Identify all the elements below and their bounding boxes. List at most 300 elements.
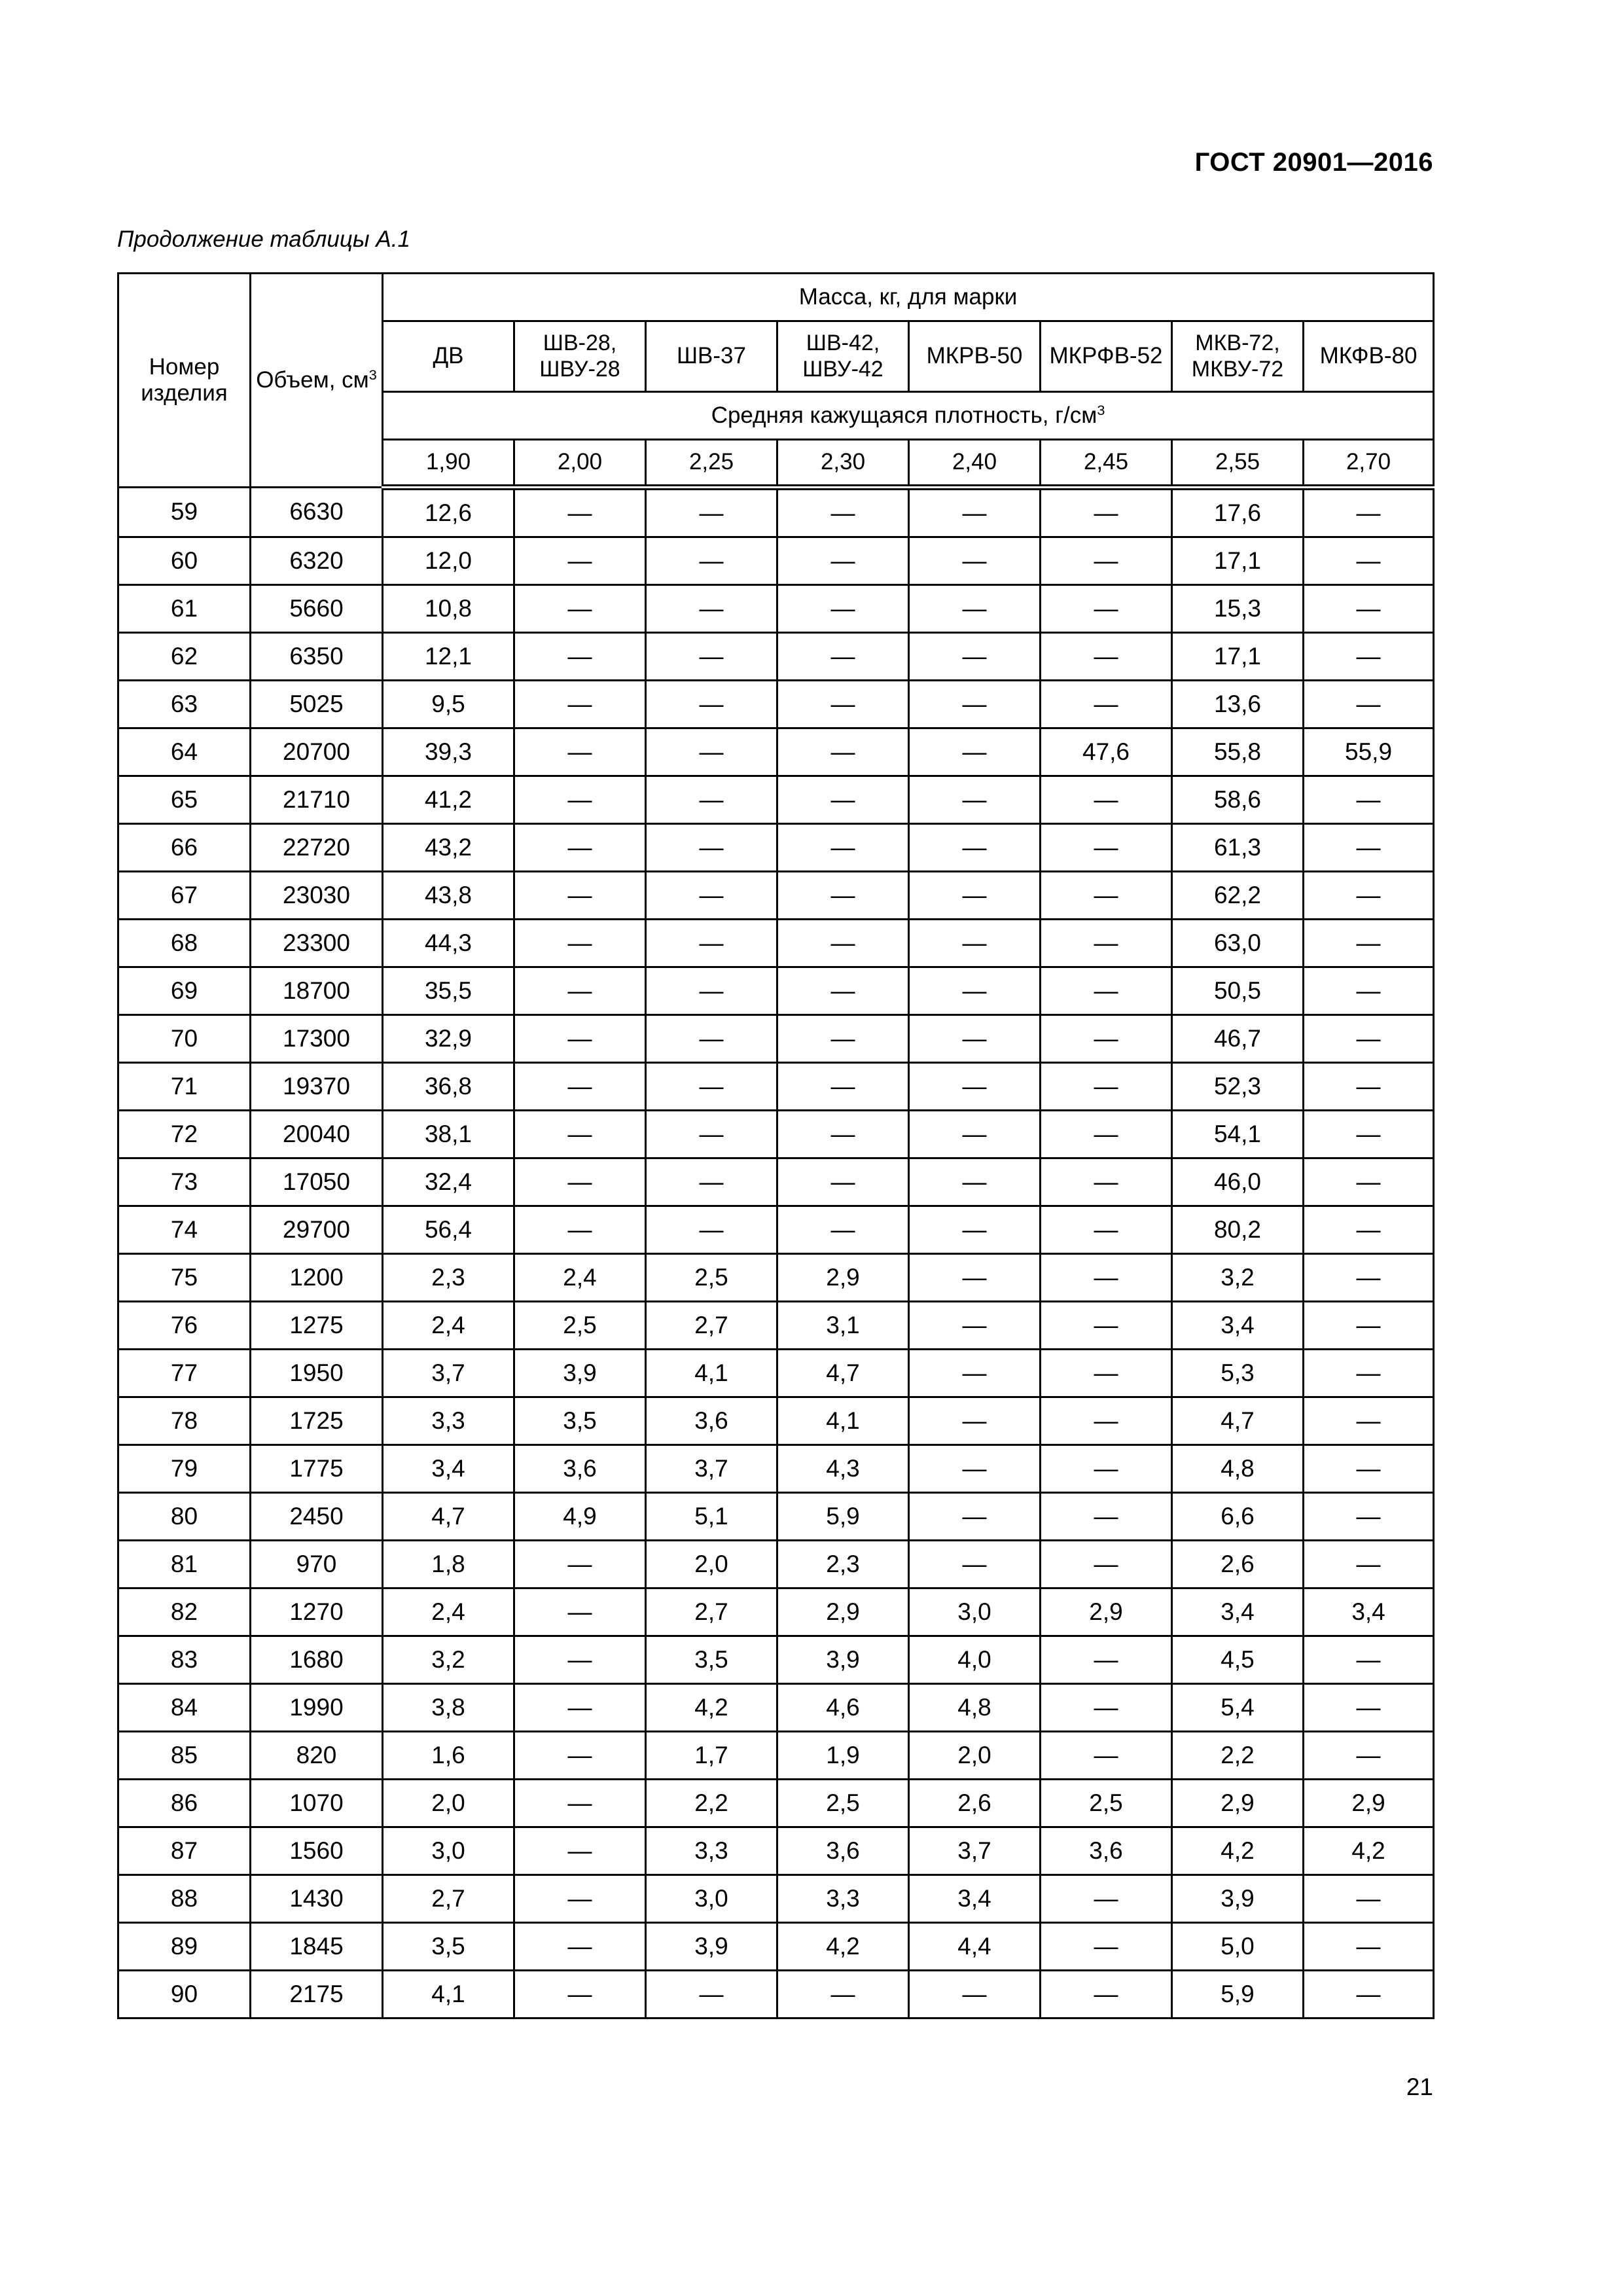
table-row	[118, 1063, 1434, 1111]
table-row	[118, 776, 1434, 824]
mass-cell: —	[1041, 1636, 1172, 1684]
mass-cell: —	[1041, 1923, 1172, 1971]
item-number-cell: 73	[118, 1158, 251, 1206]
mass-cell: —	[1304, 1254, 1434, 1302]
mass-cell: —	[1304, 1875, 1434, 1923]
mass-cell: —	[1041, 585, 1172, 633]
table-row	[118, 1684, 1434, 1732]
mass-cell: —	[514, 967, 646, 1015]
mass-cell: —	[909, 824, 1041, 872]
header-density-text: Средняя кажущаяся плотность, г/см	[711, 402, 1097, 428]
mass-cell: 2,0	[383, 1780, 514, 1827]
table-row	[118, 1302, 1434, 1350]
mass-cell: —	[1304, 633, 1434, 681]
volume-cell: 20700	[251, 728, 383, 776]
mass-cell: 56,4	[383, 1206, 514, 1254]
item-number-cell: 76	[118, 1302, 251, 1350]
mass-cell: —	[777, 1063, 909, 1111]
mass-cell: 6,6	[1172, 1493, 1304, 1541]
volume-cell: 820	[251, 1732, 383, 1780]
volume-cell: 1680	[251, 1636, 383, 1684]
mass-cell: 2,4	[514, 1254, 646, 1302]
mass-cell: —	[1041, 1254, 1172, 1302]
mass-cell: —	[777, 967, 909, 1015]
mass-cell: —	[646, 1206, 777, 1254]
mass-cell: 63,0	[1172, 920, 1304, 967]
mass-cell: 3,6	[514, 1445, 646, 1493]
mass-cell: —	[514, 488, 646, 537]
table-row	[118, 1971, 1434, 2018]
item-number-cell: 85	[118, 1732, 251, 1780]
mass-cell: 3,7	[909, 1827, 1041, 1875]
mass-cell: —	[909, 537, 1041, 585]
mass-cell: 3,1	[777, 1302, 909, 1350]
mass-cell: —	[1304, 1111, 1434, 1158]
volume-cell: 21710	[251, 776, 383, 824]
item-number-cell: 63	[118, 681, 251, 728]
mass-cell: 4,9	[514, 1493, 646, 1541]
mass-cell: 13,6	[1172, 681, 1304, 728]
header-mass-group: Масса, кг, для марки	[383, 274, 1434, 321]
mass-cell: 3,0	[909, 1588, 1041, 1636]
mass-cell: —	[514, 1206, 646, 1254]
table-row	[118, 1111, 1434, 1158]
mass-cell: 3,5	[514, 1397, 646, 1445]
mass-cell: 54,1	[1172, 1111, 1304, 1158]
mass-cell: —	[777, 681, 909, 728]
volume-cell: 5025	[251, 681, 383, 728]
mass-cell: —	[909, 1541, 1041, 1588]
mass-cell: 2,6	[909, 1780, 1041, 1827]
mass-cell: 52,3	[1172, 1063, 1304, 1111]
mass-cell: 4,1	[646, 1350, 777, 1397]
item-number-cell: 83	[118, 1636, 251, 1684]
mass-cell: —	[909, 488, 1041, 537]
mass-cell: 3,3	[383, 1397, 514, 1445]
mass-cell: 5,4	[1172, 1684, 1304, 1732]
mass-cell: —	[514, 872, 646, 920]
volume-cell: 1725	[251, 1397, 383, 1445]
mass-cell: —	[646, 1015, 777, 1063]
table-row	[118, 488, 1434, 537]
mass-cell: —	[514, 1636, 646, 1684]
mass-cell: 9,5	[383, 681, 514, 728]
mass-cell: —	[1304, 1684, 1434, 1732]
mass-cell: —	[1304, 967, 1434, 1015]
mass-cell: 3,6	[777, 1827, 909, 1875]
volume-cell: 17300	[251, 1015, 383, 1063]
mass-cell: —	[777, 1111, 909, 1158]
mass-cell: 1,7	[646, 1732, 777, 1780]
mass-cell: —	[777, 920, 909, 967]
mass-cell: 46,0	[1172, 1158, 1304, 1206]
header-brand: МКРФВ-52	[1041, 321, 1172, 392]
volume-cell: 19370	[251, 1063, 383, 1111]
mass-cell: 2,4	[383, 1302, 514, 1350]
mass-cell: —	[1041, 1350, 1172, 1397]
mass-cell: —	[646, 920, 777, 967]
volume-cell: 29700	[251, 1206, 383, 1254]
mass-cell: 3,4	[1172, 1588, 1304, 1636]
item-number-cell: 70	[118, 1015, 251, 1063]
mass-cell: 4,8	[909, 1684, 1041, 1732]
mass-cell: 3,5	[383, 1923, 514, 1971]
mass-cell: 12,6	[383, 488, 514, 537]
mass-cell: —	[514, 1684, 646, 1732]
mass-cell: 2,5	[514, 1302, 646, 1350]
table-row	[118, 1923, 1434, 1971]
mass-cell: 3,9	[777, 1636, 909, 1684]
volume-cell: 2450	[251, 1493, 383, 1541]
header-volume-sup: 3	[368, 366, 377, 383]
mass-cell: —	[1041, 1541, 1172, 1588]
mass-cell: —	[1041, 1971, 1172, 2018]
volume-cell: 6630	[251, 488, 383, 537]
mass-cell: —	[646, 776, 777, 824]
item-number-cell: 88	[118, 1875, 251, 1923]
volume-cell: 1560	[251, 1827, 383, 1875]
mass-cell: 35,5	[383, 967, 514, 1015]
header-brand: МКФВ-80	[1304, 321, 1434, 392]
item-number-cell: 78	[118, 1397, 251, 1445]
mass-cell: 17,1	[1172, 633, 1304, 681]
table-row	[118, 1636, 1434, 1684]
item-number-cell: 75	[118, 1254, 251, 1302]
mass-cell: —	[1304, 920, 1434, 967]
mass-cell: —	[1041, 681, 1172, 728]
mass-cell: 3,0	[646, 1875, 777, 1923]
mass-cell: —	[1041, 1493, 1172, 1541]
mass-cell: —	[514, 824, 646, 872]
volume-cell: 1990	[251, 1684, 383, 1732]
mass-cell: 4,8	[1172, 1445, 1304, 1493]
mass-cell: —	[1041, 1111, 1172, 1158]
table-caption: Продолжение таблицы А.1	[117, 226, 410, 252]
mass-cell: —	[646, 967, 777, 1015]
mass-cell: —	[1304, 1636, 1434, 1684]
mass-cell: —	[1041, 1302, 1172, 1350]
mass-cell: —	[514, 585, 646, 633]
mass-cell: —	[909, 1254, 1041, 1302]
mass-cell: 5,9	[777, 1493, 909, 1541]
mass-cell: —	[1041, 1397, 1172, 1445]
mass-cell: 4,2	[1172, 1827, 1304, 1875]
item-number-cell: 84	[118, 1684, 251, 1732]
item-number-cell: 67	[118, 872, 251, 920]
mass-cell: —	[514, 1827, 646, 1875]
mass-cell: 3,2	[1172, 1254, 1304, 1302]
mass-cell: —	[514, 633, 646, 681]
mass-cell: —	[909, 872, 1041, 920]
mass-cell: 5,0	[1172, 1923, 1304, 1971]
mass-cell: 55,8	[1172, 728, 1304, 776]
table-row	[118, 1445, 1434, 1493]
mass-cell: 1,8	[383, 1541, 514, 1588]
mass-cell: —	[1041, 1732, 1172, 1780]
mass-cell: 3,9	[646, 1923, 777, 1971]
table-row	[118, 537, 1434, 585]
mass-cell: —	[909, 1971, 1041, 2018]
table-header	[118, 274, 1434, 488]
mass-cell: —	[514, 776, 646, 824]
header-brand: МКРВ-50	[909, 321, 1041, 392]
mass-cell: —	[646, 1063, 777, 1111]
mass-cell: —	[1304, 1350, 1434, 1397]
mass-cell: —	[1304, 1971, 1434, 2018]
mass-cell: —	[646, 1111, 777, 1158]
mass-cell: 41,2	[383, 776, 514, 824]
mass-cell: —	[909, 967, 1041, 1015]
mass-cell: —	[1304, 1206, 1434, 1254]
mass-cell: 3,0	[383, 1827, 514, 1875]
volume-cell: 22720	[251, 824, 383, 872]
mass-cell: —	[1041, 920, 1172, 967]
table-row	[118, 1015, 1434, 1063]
item-number-cell: 72	[118, 1111, 251, 1158]
mass-cell: —	[1041, 1015, 1172, 1063]
mass-cell: 2,9	[777, 1588, 909, 1636]
mass-cell: 4,7	[383, 1493, 514, 1541]
mass-cell: —	[1041, 824, 1172, 872]
table-row	[118, 1397, 1434, 1445]
table-row	[118, 1206, 1434, 1254]
mass-cell: —	[1041, 488, 1172, 537]
table-row	[118, 1732, 1434, 1780]
table-row	[118, 872, 1434, 920]
mass-cell: —	[514, 1971, 646, 2018]
table-row	[118, 681, 1434, 728]
mass-cell: —	[1041, 872, 1172, 920]
mass-cell: —	[1041, 967, 1172, 1015]
mass-cell: 62,2	[1172, 872, 1304, 920]
item-number-cell: 81	[118, 1541, 251, 1588]
mass-cell: 3,3	[646, 1827, 777, 1875]
mass-cell: —	[646, 872, 777, 920]
table-row	[118, 824, 1434, 872]
mass-cell: 5,9	[1172, 1971, 1304, 2018]
mass-cell: 43,8	[383, 872, 514, 920]
volume-cell: 6350	[251, 633, 383, 681]
document-standard-header: ГОСТ 20901—2016	[1194, 148, 1433, 177]
mass-cell: —	[777, 728, 909, 776]
mass-cell: 3,9	[1172, 1875, 1304, 1923]
mass-cell: —	[1041, 1875, 1172, 1923]
mass-cell: 39,3	[383, 728, 514, 776]
mass-cell: 4,0	[909, 1636, 1041, 1684]
mass-cell: —	[646, 824, 777, 872]
mass-cell: —	[514, 1588, 646, 1636]
mass-cell: —	[909, 1015, 1041, 1063]
mass-cell: —	[1304, 681, 1434, 728]
volume-cell: 1270	[251, 1588, 383, 1636]
mass-cell: —	[1304, 1397, 1434, 1445]
mass-cell: 2,2	[646, 1780, 777, 1827]
mass-cell: —	[1041, 1684, 1172, 1732]
item-number-cell: 68	[118, 920, 251, 967]
mass-cell: 5,3	[1172, 1350, 1304, 1397]
mass-cell: 3,4	[1304, 1588, 1434, 1636]
mass-cell: 4,5	[1172, 1636, 1304, 1684]
mass-cell: 5,1	[646, 1493, 777, 1541]
mass-cell: —	[909, 1158, 1041, 1206]
mass-cell: 32,9	[383, 1015, 514, 1063]
table-row	[118, 967, 1434, 1015]
table-row	[118, 1350, 1434, 1397]
volume-cell: 6320	[251, 537, 383, 585]
mass-cell: —	[777, 1206, 909, 1254]
mass-cell: 2,9	[1304, 1780, 1434, 1827]
mass-cell: 2,7	[646, 1302, 777, 1350]
mass-cell: —	[646, 1158, 777, 1206]
volume-cell: 23030	[251, 872, 383, 920]
mass-cell: —	[1304, 824, 1434, 872]
table-row	[118, 1780, 1434, 1827]
mass-cell: 2,3	[777, 1541, 909, 1588]
mass-cell: —	[1304, 585, 1434, 633]
header-brand: ДВ	[383, 321, 514, 392]
mass-cell: 12,1	[383, 633, 514, 681]
mass-cell: —	[777, 585, 909, 633]
item-number-cell: 64	[118, 728, 251, 776]
header-density-value: 2,45	[1041, 440, 1172, 488]
mass-cell: —	[1304, 1923, 1434, 1971]
mass-cell: —	[909, 633, 1041, 681]
mass-cell: 2,9	[1172, 1780, 1304, 1827]
item-number-cell: 86	[118, 1780, 251, 1827]
mass-cell: 1,9	[777, 1732, 909, 1780]
mass-cell: —	[514, 728, 646, 776]
mass-cell: —	[1041, 1206, 1172, 1254]
table-row	[118, 585, 1434, 633]
volume-cell: 5660	[251, 585, 383, 633]
mass-cell: —	[1304, 1445, 1434, 1493]
header-density-value: 2,00	[514, 440, 646, 488]
mass-cell: —	[514, 1732, 646, 1780]
mass-cell: 2,5	[646, 1254, 777, 1302]
mass-cell: —	[777, 776, 909, 824]
header-density-value: 2,40	[909, 440, 1041, 488]
mass-cell: 3,3	[777, 1875, 909, 1923]
header-brand: ШВ-42, ШВУ-42	[777, 321, 909, 392]
mass-cell: 38,1	[383, 1111, 514, 1158]
mass-cell: —	[514, 1158, 646, 1206]
mass-cell: 2,5	[1041, 1780, 1172, 1827]
mass-cell: 4,4	[909, 1923, 1041, 1971]
header-density-value: 2,30	[777, 440, 909, 488]
mass-cell: —	[909, 585, 1041, 633]
volume-cell: 18700	[251, 967, 383, 1015]
item-number-cell: 80	[118, 1493, 251, 1541]
mass-cell: 2,5	[777, 1780, 909, 1827]
mass-cell: 4,7	[1172, 1397, 1304, 1445]
mass-cell: —	[514, 1015, 646, 1063]
mass-cell: —	[1304, 537, 1434, 585]
mass-cell: 4,1	[383, 1971, 514, 2018]
mass-cell: 2,0	[646, 1541, 777, 1588]
table-row	[118, 1158, 1434, 1206]
mass-cell: —	[514, 1923, 646, 1971]
mass-table	[117, 272, 1435, 2019]
header-item-number: Номер изделия	[118, 274, 251, 488]
mass-cell: 3,7	[383, 1350, 514, 1397]
mass-cell: —	[514, 537, 646, 585]
mass-cell: —	[777, 537, 909, 585]
mass-cell: 3,4	[1172, 1302, 1304, 1350]
mass-cell: 4,2	[646, 1684, 777, 1732]
mass-cell: —	[1304, 1302, 1434, 1350]
mass-cell: —	[909, 1350, 1041, 1397]
mass-cell: —	[1041, 1063, 1172, 1111]
mass-cell: 47,6	[1041, 728, 1172, 776]
item-number-cell: 59	[118, 488, 251, 537]
mass-cell: 4,2	[1304, 1827, 1434, 1875]
mass-cell: —	[909, 776, 1041, 824]
mass-cell: —	[909, 1111, 1041, 1158]
table-row	[118, 920, 1434, 967]
mass-cell: 3,7	[646, 1445, 777, 1493]
volume-cell: 970	[251, 1541, 383, 1588]
mass-cell: 3,8	[383, 1684, 514, 1732]
header-density-value: 2,70	[1304, 440, 1434, 488]
item-number-cell: 65	[118, 776, 251, 824]
item-number-cell: 66	[118, 824, 251, 872]
mass-cell: 3,6	[646, 1397, 777, 1445]
mass-cell: —	[909, 681, 1041, 728]
mass-cell: 4,2	[777, 1923, 909, 1971]
mass-cell: —	[514, 1063, 646, 1111]
mass-cell: —	[646, 633, 777, 681]
mass-cell: —	[909, 920, 1041, 967]
mass-cell: 2,4	[383, 1588, 514, 1636]
table-row	[118, 1254, 1434, 1302]
mass-cell: 2,9	[1041, 1588, 1172, 1636]
header-density-value: 2,55	[1172, 440, 1304, 488]
mass-cell: —	[1041, 633, 1172, 681]
mass-cell: 2,3	[383, 1254, 514, 1302]
mass-cell: 10,8	[383, 585, 514, 633]
mass-cell: 2,2	[1172, 1732, 1304, 1780]
mass-cell: —	[646, 585, 777, 633]
header-density-sup: 3	[1097, 401, 1105, 418]
mass-cell: —	[777, 1158, 909, 1206]
table-row	[118, 633, 1434, 681]
mass-cell: —	[646, 681, 777, 728]
table-row	[118, 1493, 1434, 1541]
volume-cell: 17050	[251, 1158, 383, 1206]
volume-cell: 1950	[251, 1350, 383, 1397]
volume-cell: 1200	[251, 1254, 383, 1302]
mass-cell: —	[909, 1397, 1041, 1445]
mass-cell: 3,2	[383, 1636, 514, 1684]
mass-cell: —	[1041, 537, 1172, 585]
mass-cell: 4,7	[777, 1350, 909, 1397]
mass-cell: 4,1	[777, 1397, 909, 1445]
item-number-cell: 62	[118, 633, 251, 681]
volume-cell: 1275	[251, 1302, 383, 1350]
table-row	[118, 1588, 1434, 1636]
item-number-cell: 61	[118, 585, 251, 633]
mass-cell: —	[777, 633, 909, 681]
mass-cell: —	[1304, 776, 1434, 824]
mass-cell: 15,3	[1172, 585, 1304, 633]
header-brand: ШВ-28, ШВУ-28	[514, 321, 646, 392]
header-volume-text: Объем, см	[256, 367, 369, 393]
item-number-cell: 71	[118, 1063, 251, 1111]
mass-cell: —	[514, 920, 646, 967]
mass-cell: 50,5	[1172, 967, 1304, 1015]
mass-cell: —	[646, 728, 777, 776]
volume-cell: 1775	[251, 1445, 383, 1493]
